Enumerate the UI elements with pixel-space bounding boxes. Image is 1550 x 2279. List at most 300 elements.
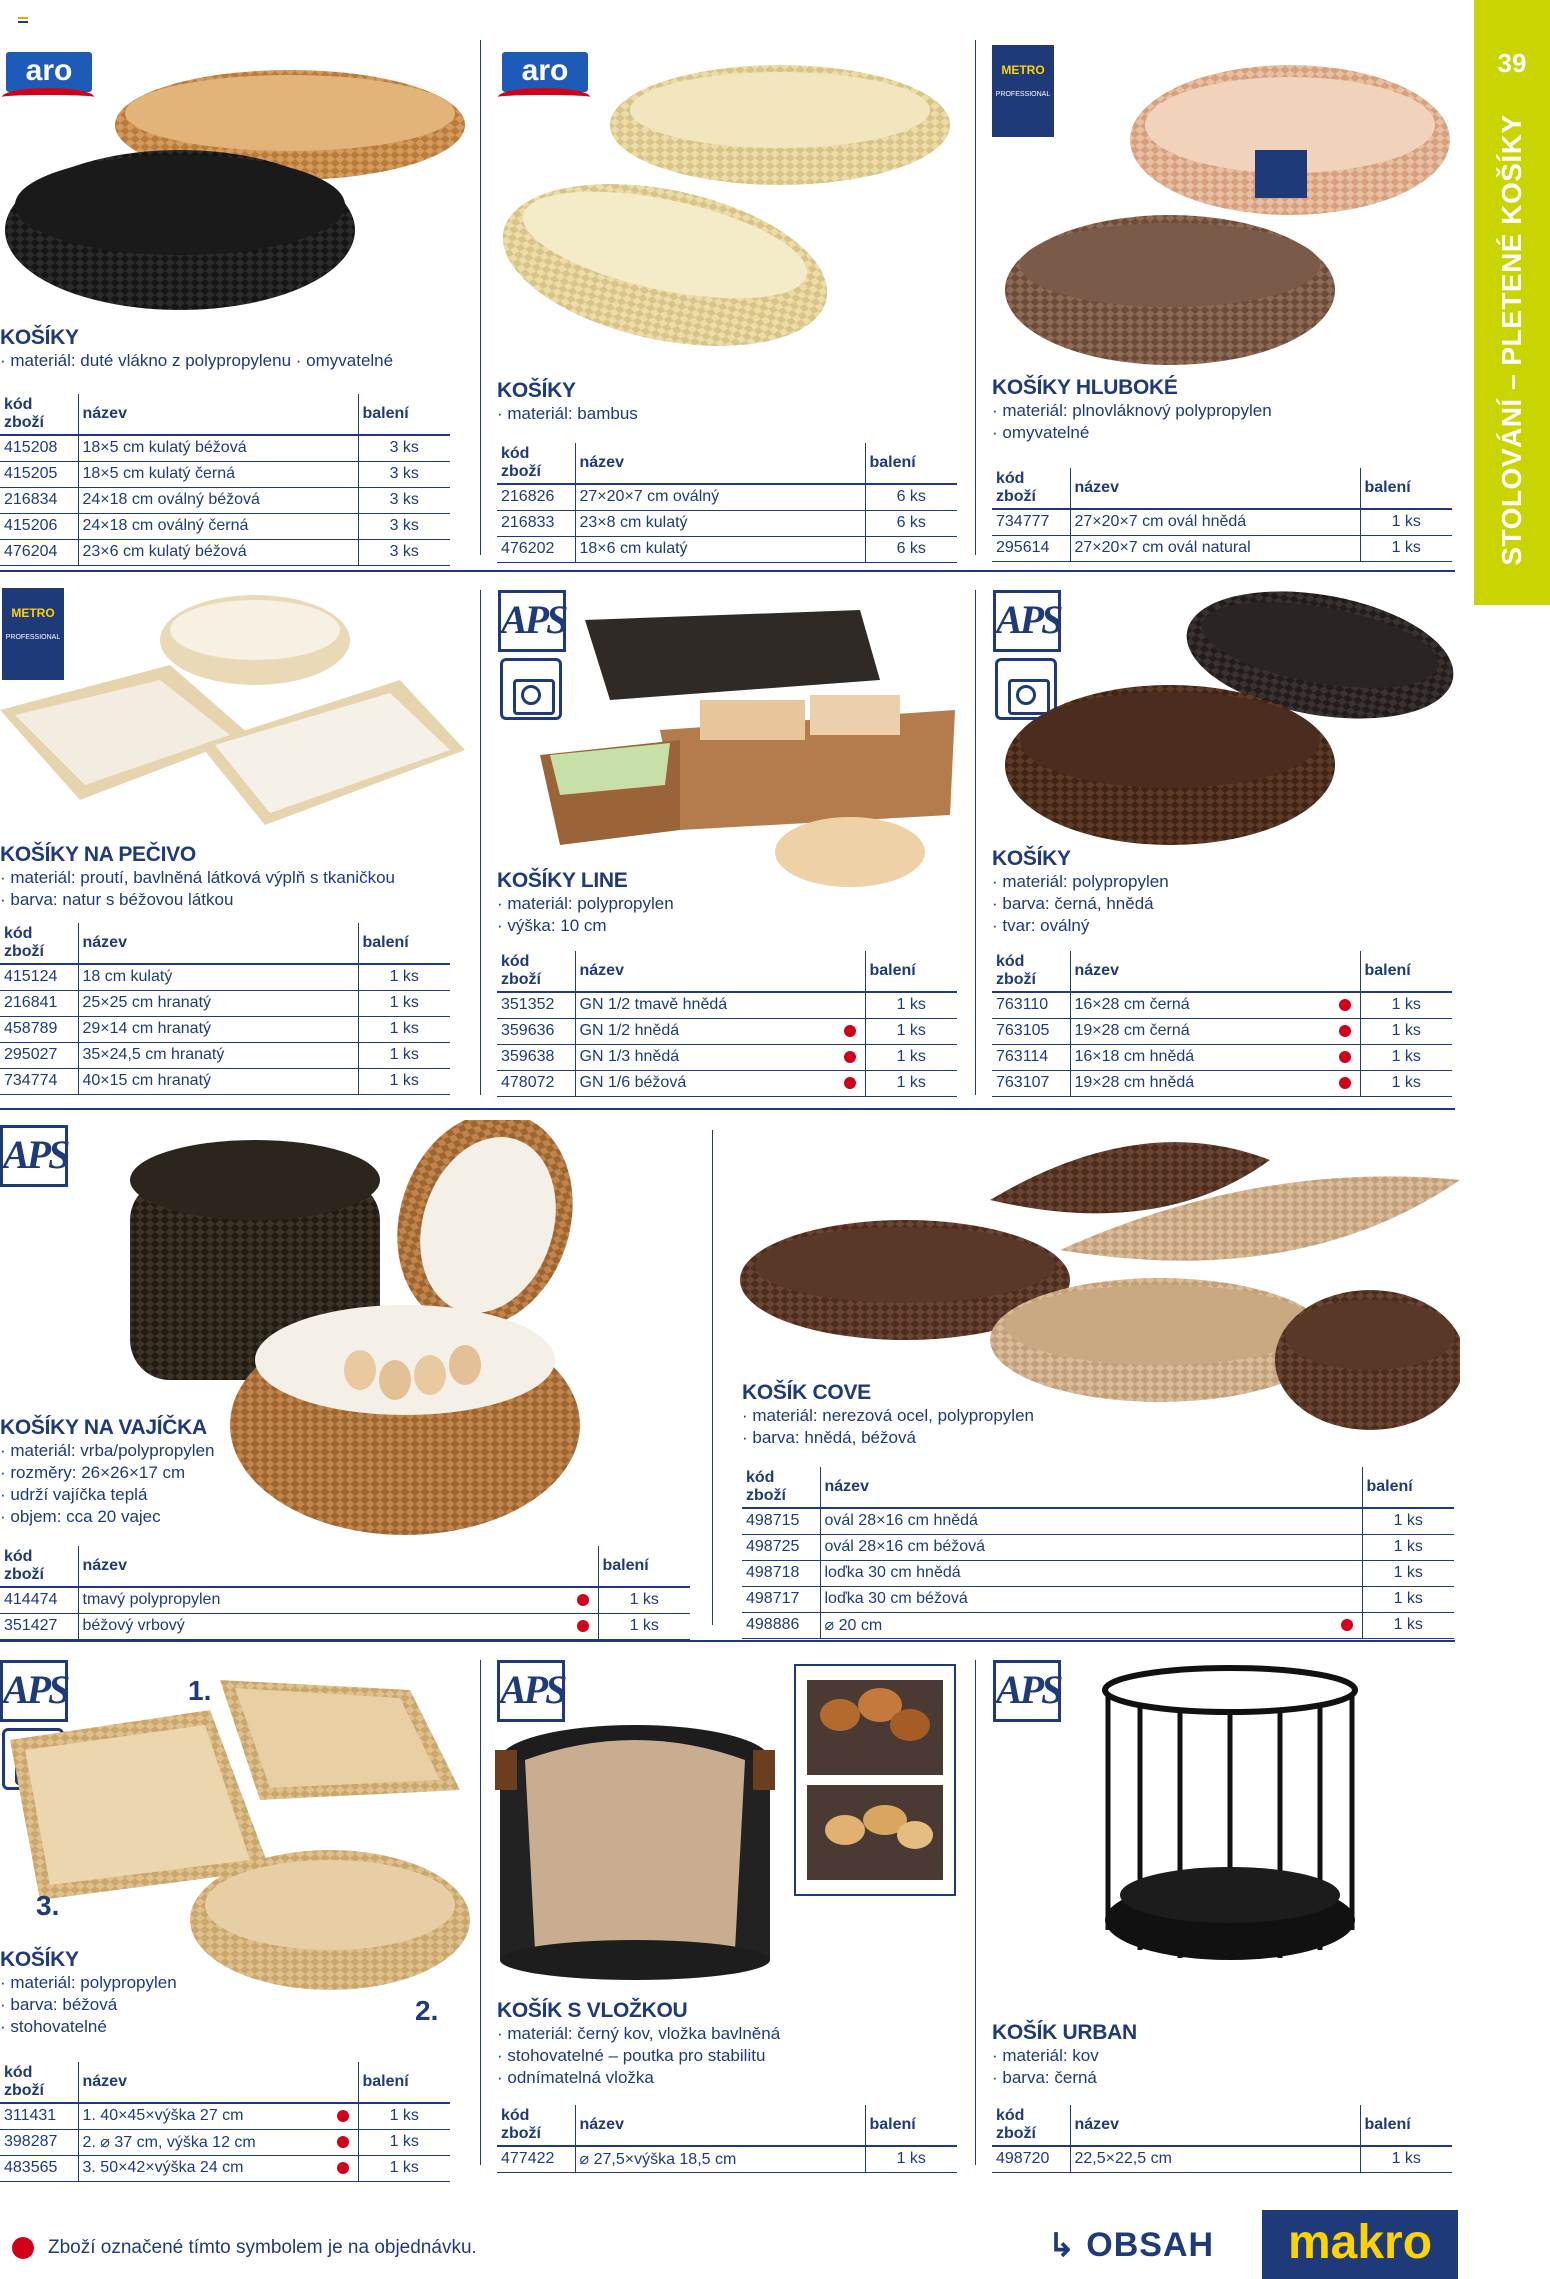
product-pack: 1 ks [358,990,450,1016]
product-table [0,394,450,566]
product-pack: 1 ks [358,2129,450,2155]
order-mark-cell [568,1613,598,1639]
table-row [992,1018,1452,1044]
table-row [742,1534,1454,1560]
product-code: 483565 [0,2155,78,2181]
product-title: KOŠÍKY [0,1948,79,1971]
product-photo-urban-basket [1090,1660,1370,2010]
attribute: · barva: černá, hnědá [992,893,1452,915]
row-divider [0,1640,1455,1642]
product-block [992,375,1452,562]
product-table [0,2062,450,2182]
product-block [497,868,957,1097]
product-table [497,951,957,1097]
order-mark-cell [1330,1044,1360,1070]
attribute: · odnímatelná vložka [497,2067,957,2089]
order-mark-cell [328,1042,358,1068]
product-pack: 1 ks [1360,1018,1452,1044]
makro-logo: makro [1262,2210,1458,2279]
product-code: 734777 [992,509,1070,535]
product-name: 16×18 cm hnědá [1070,1044,1330,1070]
product-attributes [0,350,450,372]
order-mark-cell [328,964,358,990]
product-photo-bamboo-baskets [495,50,965,370]
product-code: 498718 [742,1560,820,1586]
order-symbol-dot [12,2237,34,2259]
order-mark-cell [835,2146,865,2172]
attribute: · materiál: polypropylen [0,1972,450,1994]
table-body [497,992,957,1096]
product-pack: 1 ks [358,1042,450,1068]
product-pack: 1 ks [865,1018,957,1044]
product-code: 351427 [0,1613,78,1639]
product-pack: 6 ks [865,536,957,562]
product-code: 478072 [497,1070,575,1096]
product-title: KOŠÍKY HLUBOKÉ [992,376,1178,399]
product-code: 415208 [0,435,78,461]
product-name: 23×6 cm kulatý béžová [78,539,328,565]
table-row [0,539,450,565]
attribute: · materiál: polypropylen [992,871,1452,893]
product-name: 27×20×7 cm ovál natural [1070,535,1330,561]
product-pack: 3 ks [358,513,450,539]
table-body [0,2103,450,2181]
product-pack: 3 ks [358,435,450,461]
column-divider [480,1660,481,2165]
col-name: název [1070,468,1330,509]
product-code: 763107 [992,1070,1070,1096]
product-name: 3. 50×42×výška 24 cm [78,2155,328,2181]
product-name: ovál 28×16 cm béžová [820,1534,1332,1560]
product-table [992,2105,1452,2173]
order-mark-cell [835,992,865,1018]
order-dot-icon [337,2110,349,2122]
product-name: GN 1/2 hnědá [575,1018,835,1044]
section-side-tab [1474,0,1550,605]
column-divider [975,590,976,1095]
table-body [0,1587,690,1639]
col-name: název [78,1546,568,1587]
order-mark-cell [328,487,358,513]
product-pack: 1 ks [865,1070,957,1096]
order-mark-cell [835,1044,865,1070]
product-name: 18 cm kulatý [78,964,328,990]
product-pack: 1 ks [865,1044,957,1070]
order-dot-icon [337,2162,349,2174]
product-name: GN 1/3 hnědá [575,1044,835,1070]
product-title: KOŠÍKY NA VAJÍČKA [0,1416,207,1439]
product-name: 1. 40×45×výška 27 cm [78,2103,328,2129]
product-attributes [742,1405,1454,1449]
footer-note-text: Zboží označené tímto symbolem je na objednávku. [48,2237,477,2259]
table-row [497,510,957,536]
col-code: kód zboží [0,394,78,435]
table-row [0,2155,450,2181]
product-code: 498717 [742,1586,820,1612]
table-row [0,990,450,1016]
product-pack: 1 ks [358,964,450,990]
order-dot-icon [337,2136,349,2148]
product-name: GN 1/2 tmavě hnědá [575,992,835,1018]
product-block [992,2020,1452,2173]
col-pack: balení [598,1546,690,1587]
order-dot-icon [844,1025,856,1037]
product-name: 24×18 cm oválný béžová [78,487,328,513]
attribute: · materiál: bambus [497,403,957,425]
product-name: 16×28 cm černá [1070,992,1330,1018]
footer-order-note [12,2237,477,2259]
table-row [0,513,450,539]
aro-logo: aro [2,52,94,104]
col-pack: balení [1360,468,1452,509]
product-code: 763114 [992,1044,1070,1070]
product-name: GN 1/6 béžová [575,1070,835,1096]
attribute: · stohovatelné [0,2016,450,2038]
product-pack: 1 ks [1360,992,1452,1018]
attribute: · materiál: polypropylen [497,893,957,915]
col-name: název [78,2062,328,2103]
product-block [0,842,450,1095]
product-code: 415205 [0,461,78,487]
column-divider [975,1660,976,2165]
product-photo-basket-with-insert [495,1660,965,1990]
product-pack: 1 ks [358,1068,450,1094]
col-code: kód zboží [0,1546,78,1587]
col-code: kód zboží [992,2105,1070,2146]
order-mark-cell [1332,1508,1362,1534]
table-row [742,1586,1454,1612]
product-name: 27×20×7 cm oválný [575,484,835,510]
attribute: · materiál: vrba/polypropylen [0,1440,690,1462]
product-pack: 1 ks [358,2103,450,2129]
product-pack: 1 ks [1362,1612,1454,1638]
order-mark-cell [835,1018,865,1044]
table-row [0,1613,690,1639]
product-code: 216826 [497,484,575,510]
row-divider [0,1108,1455,1110]
order-mark-cell [835,1070,865,1096]
table-row [992,992,1452,1018]
product-name: 23×8 cm kulatý [575,510,835,536]
col-name: název [575,443,835,484]
product-title: KOŠÍKY [992,847,1071,870]
order-mark-cell [1330,992,1360,1018]
table-row [0,461,450,487]
product-block [0,325,450,566]
product-name: 19×28 cm hnědá [1070,1070,1330,1096]
table-row [497,1070,957,1096]
product-code: 477422 [497,2146,575,2172]
product-pack: 1 ks [1360,535,1452,561]
product-code: 216833 [497,510,575,536]
product-pack: 1 ks [1362,1586,1454,1612]
table-row [992,509,1452,535]
order-dot-icon [1339,1051,1351,1063]
obsah-label: OBSAH [1086,2226,1215,2264]
col-name: název [1070,2105,1330,2146]
col-code: kód zboží [497,951,575,992]
table-body [0,435,450,565]
product-code: 359638 [497,1044,575,1070]
product-code: 734774 [0,1068,78,1094]
order-mark-cell [835,510,865,536]
section-label: STOLOVÁNÍ – PLETENÉ KOŠÍKY [1496,114,1527,566]
product-pack: 1 ks [1362,1534,1454,1560]
order-mark-cell [328,513,358,539]
product-table [497,2105,957,2173]
aps-logo: APS [497,1660,565,1722]
table-row [992,1070,1452,1096]
product-attributes [992,2045,1452,2089]
table-row [0,487,450,513]
col-pack: balení [865,443,957,484]
product-pack: 1 ks [865,992,957,1018]
col-name: název [820,1467,1332,1508]
product-attributes [992,871,1452,937]
product-name: ⌀ 27,5×výška 18,5 cm [575,2146,835,2172]
product-name: ovál 28×16 cm hnědá [820,1508,1332,1534]
table-row [992,535,1452,561]
col-pack: balení [358,394,450,435]
metro-professional-logo: METRO PROFESSIONAL [2,588,64,680]
product-table [742,1467,1454,1639]
col-code: kód zboží [497,2105,575,2146]
product-pack: 6 ks [865,484,957,510]
product-name: 35×24,5 cm hranatý [78,1042,328,1068]
product-pack: 3 ks [358,487,450,513]
product-name: 18×6 cm kulatý [575,536,835,562]
table-body [992,2146,1452,2172]
product-pack: 1 ks [598,1613,690,1639]
table-body [497,2146,957,2172]
product-pack: 3 ks [358,539,450,565]
table-row [497,1018,957,1044]
table-body [992,509,1452,561]
col-code: kód zboží [0,2062,78,2103]
product-code: 398287 [0,2129,78,2155]
col-code: kód zboží [497,443,575,484]
attribute: · barva: béžová [0,1994,450,2016]
order-mark-cell [835,484,865,510]
column-divider [975,40,976,555]
order-dot-icon [844,1051,856,1063]
product-code: 415124 [0,964,78,990]
table-body [992,992,1452,1096]
product-photo-line-baskets [530,590,970,900]
product-block [497,1998,957,2173]
attribute: · barva: černá [992,2067,1452,2089]
order-mark-cell [1332,1534,1362,1560]
table-row [0,1042,450,1068]
product-code: 498715 [742,1508,820,1534]
product-title: KOŠÍK S VLOŽKOU [497,1999,688,2022]
back-arrow-icon: ↳ [1048,2227,1076,2263]
product-name: béžový vrbový [78,1613,568,1639]
product-name: 27×20×7 cm ovál hnědá [1070,509,1330,535]
image-number-1: 1. [188,1675,212,1706]
order-dot-icon [577,1594,589,1606]
product-pack: 1 ks [1362,1508,1454,1534]
product-title: KOŠÍK COVE [742,1381,871,1404]
col-code: kód zboží [0,923,78,964]
table-row [992,2146,1452,2172]
attribute: · materiál: duté vlákno z polypropylenu · omyvatelné [0,350,450,372]
obsah-link[interactable] [1048,2226,1214,2265]
product-name: 22,5×22,5 cm [1070,2146,1330,2172]
page-number: 39 [1497,48,1527,78]
product-pack: 1 ks [358,1016,450,1042]
product-block [0,1415,690,1640]
product-name: 19×28 cm černá [1070,1018,1330,1044]
product-title: KOŠÍKY LINE [497,869,628,892]
product-block [0,1947,450,2182]
table-row [992,1044,1452,1070]
table-row [497,992,957,1018]
product-photo-bread-baskets [0,585,470,855]
product-code: 498725 [742,1534,820,1560]
product-title: KOŠÍKY [497,379,576,402]
attribute: · tvar: oválný [992,915,1452,937]
table-row [742,1508,1454,1534]
table-row [0,1016,450,1042]
product-name: loďka 30 cm béžová [820,1586,1332,1612]
table-row [742,1612,1454,1638]
order-mark-cell [328,2103,358,2129]
col-pack: balení [865,2105,957,2146]
table-row [0,964,450,990]
table-row [0,2103,450,2129]
product-block [497,378,957,563]
attribute: · objem: cca 20 vajec [0,1506,690,1528]
image-number-3: 3. [36,1890,60,1921]
table-body [0,964,450,1094]
col-code: kód zboží [992,468,1070,509]
product-name: ⌀ 20 cm [820,1612,1332,1638]
order-mark-cell [1330,1070,1360,1096]
order-mark-cell [328,461,358,487]
attribute: · rozměry: 26×26×17 cm [0,1462,690,1484]
order-mark-cell [328,2129,358,2155]
col-name: název [1070,951,1330,992]
attribute: · výška: 10 cm [497,915,957,937]
aps-logo: APS [0,1660,68,1722]
order-dot-icon [1339,1077,1351,1089]
table-row [497,484,957,510]
product-name: tmavý polypropylen [78,1587,568,1613]
product-table [992,951,1452,1097]
product-code: 763110 [992,992,1070,1018]
product-name: 18×5 cm kulatý černá [78,461,328,487]
product-pack: 1 ks [1360,1070,1452,1096]
product-attributes [0,867,450,911]
order-dot-icon [1339,1025,1351,1037]
metro-professional-logo: METRO PROFESSIONAL [992,45,1054,137]
order-mark-cell [1330,509,1360,535]
attribute: · materiál: nerezová ocel, polypropylen [742,1405,1454,1427]
order-mark-cell [835,536,865,562]
table-body [742,1508,1454,1638]
aps-logo: APS [993,590,1061,652]
attribute: · udrží vajíčka teplá [0,1484,690,1506]
col-pack: balení [865,951,957,992]
product-pack: 1 ks [1360,1044,1452,1070]
order-dot-icon [577,1620,589,1632]
attribute: · materiál: kov [992,2045,1452,2067]
product-code: 295027 [0,1042,78,1068]
product-pack: 3 ks [358,461,450,487]
product-photo-deep-baskets [990,50,1460,370]
col-pack: balení [358,2062,450,2103]
product-pack: 1 ks [598,1587,690,1613]
col-pack: balení [1362,1467,1454,1508]
order-mark-cell [328,2155,358,2181]
column-divider [712,1130,713,1625]
attribute: · omyvatelné [992,422,1452,444]
product-attributes [0,1972,450,2038]
aps-logo: APS [0,1125,68,1187]
col-name: název [78,923,328,964]
product-code: 295614 [992,535,1070,561]
order-mark-cell [328,539,358,565]
product-block [742,1380,1454,1639]
product-title: KOŠÍKY [0,326,79,349]
product-attributes [497,893,957,937]
product-name: 24×18 cm oválný černá [78,513,328,539]
order-mark-cell [1330,535,1360,561]
col-name: název [575,951,835,992]
aps-logo: APS [993,1660,1061,1722]
order-mark-cell [1332,1612,1362,1638]
product-block [992,846,1452,1097]
attribute: · barva: hnědá, béžová [742,1427,1454,1449]
product-attributes [497,403,957,425]
image-number-2: 2. [415,1995,439,2026]
product-table [992,468,1452,562]
column-divider [480,40,481,555]
attribute: · stohovatelné – poutka pro stabilitu [497,2045,957,2067]
order-mark-cell [1332,1586,1362,1612]
product-attributes [992,400,1452,444]
product-code: 351352 [497,992,575,1018]
order-mark-cell [1330,2146,1360,2172]
order-mark-cell [1332,1560,1362,1586]
product-code: 498720 [992,2146,1070,2172]
product-name: loďka 30 cm hnědá [820,1560,1332,1586]
order-mark-cell [328,1068,358,1094]
table-row [497,2146,957,2172]
product-code: 458789 [0,1016,78,1042]
product-name: 25×25 cm hranatý [78,990,328,1016]
row-divider [0,570,1455,572]
product-code: 763105 [992,1018,1070,1044]
product-photo-oval-baskets [1000,585,1460,850]
product-pack: 1 ks [1362,1560,1454,1586]
product-code: 414474 [0,1587,78,1613]
top-mark [18,17,28,23]
table-row [0,2129,450,2155]
product-title: KOŠÍK URBAN [992,2021,1137,2044]
table-row [742,1560,1454,1586]
product-code: 216834 [0,487,78,513]
product-code: 311431 [0,2103,78,2129]
product-pack: 6 ks [865,510,957,536]
product-name: 2. ⌀ 37 cm, výška 12 cm [78,2129,328,2155]
product-code: 476204 [0,539,78,565]
aro-logo: aro [498,52,590,104]
col-pack: balení [358,923,450,964]
table-row [0,435,450,461]
product-name: 29×14 cm hranatý [78,1016,328,1042]
